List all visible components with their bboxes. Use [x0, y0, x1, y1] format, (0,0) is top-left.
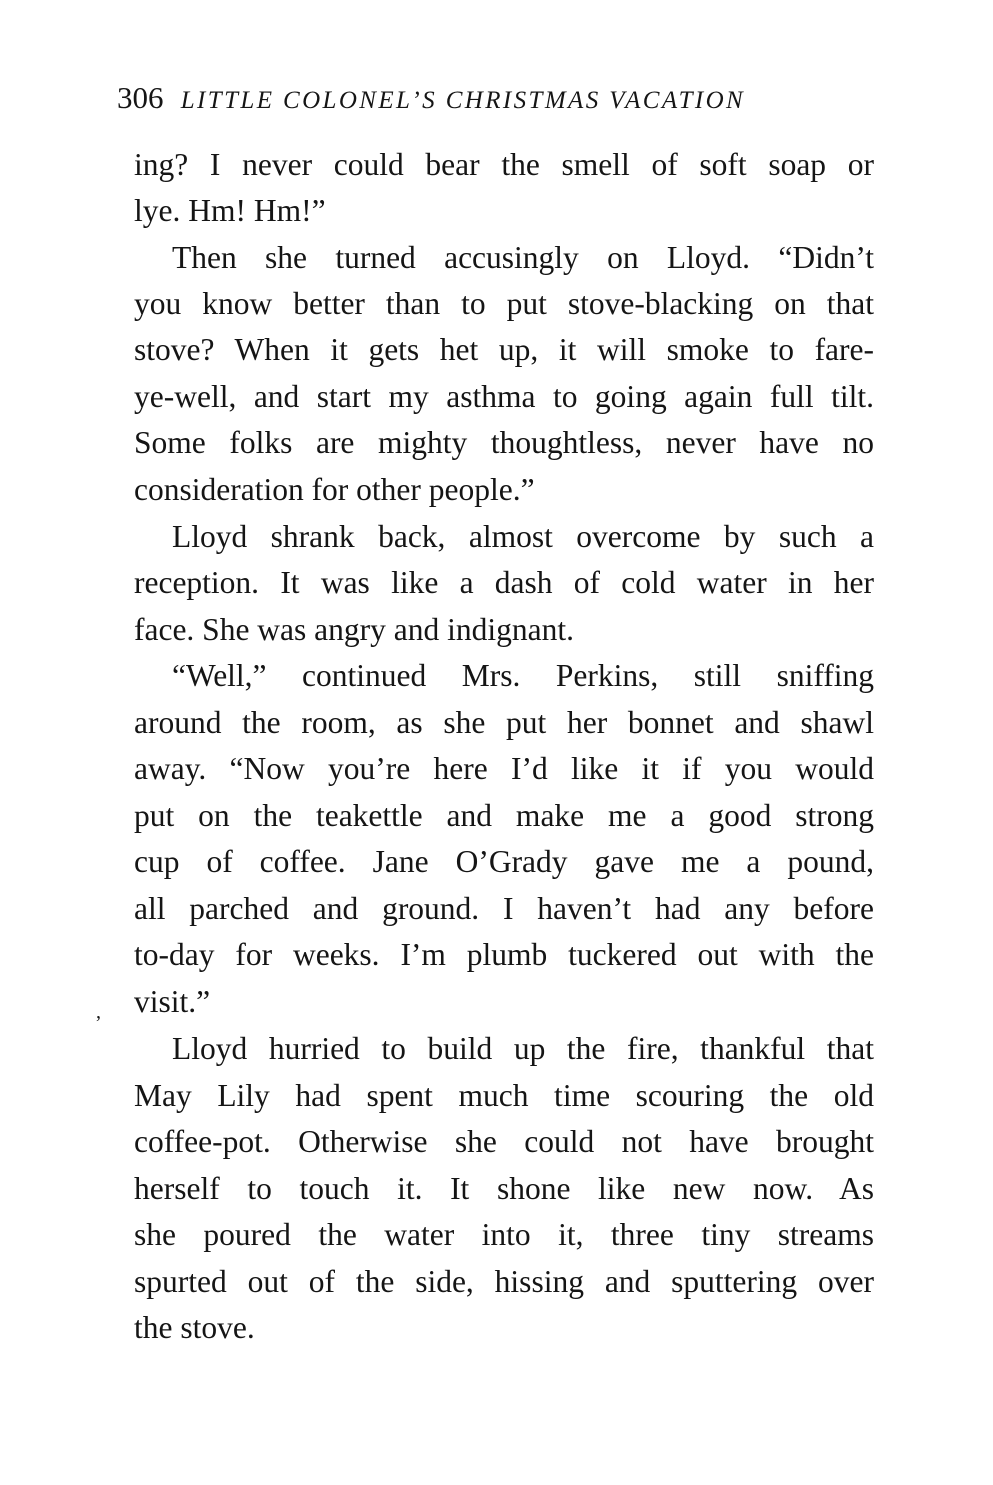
text-line: reception. It was like a dash of cold water in her	[134, 565, 874, 600]
text-line: the stove.	[134, 1310, 255, 1345]
text-line: consideration for other people.”	[134, 472, 535, 507]
paragraph-first-line: Lloyd shrank back, almost overcome by such a	[172, 519, 874, 554]
text-line: all parched and ground. I haven’t had any before	[134, 891, 874, 926]
text-line: she poured the water into it, three tiny streams	[134, 1217, 874, 1252]
paragraph-first-line: Then she turned accusingly on Lloyd. “Didn’t	[172, 240, 874, 275]
text-line: lye. Hm! Hm!”	[134, 193, 326, 228]
text-line: away. “Now you’re here I’d like it if you would	[134, 751, 874, 786]
ink-speck: ’	[95, 1012, 102, 1034]
paragraph-first-line: Lloyd hurried to build up the fire, thankful that	[172, 1031, 874, 1066]
text-line: stove? When it gets het up, it will smoke to fare-	[134, 332, 874, 367]
text-line: face. She was angry and indignant.	[134, 612, 574, 647]
text-line: Some folks are mighty thoughtless, never have no	[134, 425, 874, 460]
text-line: to-day for weeks. I’m plumb tuckered out with the	[134, 937, 874, 972]
text-line: around the room, as she put her bonnet and shawl	[134, 705, 874, 740]
text-line: herself to touch it. It shone like new now. As	[134, 1171, 874, 1206]
text-line: May Lily had spent much time scouring the old	[134, 1078, 874, 1113]
text-line: coffee-pot. Otherwise she could not have brought	[134, 1124, 874, 1159]
text-line: cup of coffee. Jane O’Grady gave me a pound,	[134, 844, 874, 879]
page-number: 306	[117, 80, 164, 115]
text-line: ing? I never could bear the smell of soft soap or	[134, 147, 874, 182]
book-title: LITTLE COLONEL’S CHRISTMAS VACATION	[180, 87, 746, 114]
paragraph-first-line: “Well,” continued Mrs. Perkins, still sniffing	[172, 658, 874, 693]
running-head	[117, 78, 877, 118]
text-line: you know better than to put stove-blacking on that	[134, 286, 874, 321]
text-line: ye-well, and start my asthma to going again full tilt.	[134, 379, 874, 414]
text-line: put on the teakettle and make me a good strong	[134, 798, 874, 833]
text-line: visit.”	[134, 984, 211, 1019]
text-line: spurted out of the side, hissing and sputtering over	[134, 1264, 874, 1299]
